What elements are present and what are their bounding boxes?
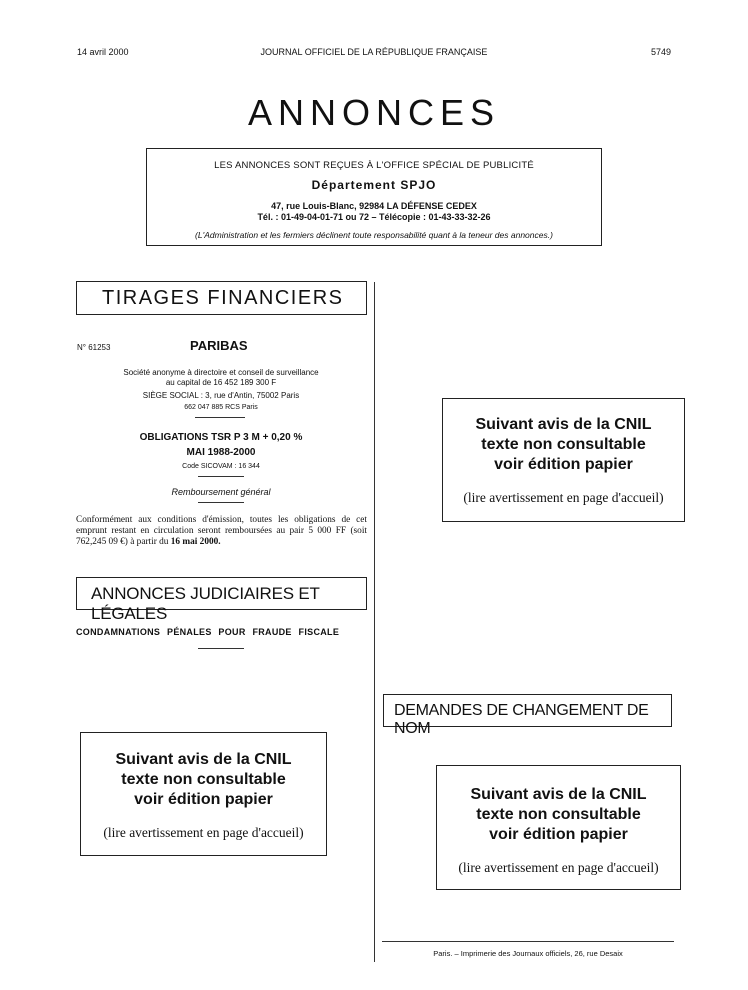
cnil-line: texte non consultable bbox=[476, 806, 641, 823]
section-changement-de-nom: DEMANDES DE CHANGEMENT DE NOM bbox=[383, 694, 672, 727]
body-text: Conformément aux conditions d'émission, toutes les obligations de cet emprunt restant en circulation seront remboursées au pair 5 000 FF (soit 762,245 09 €) à partir du bbox=[76, 515, 367, 547]
office-disclaimer: (L'Administration et les fermiers déclinent toute responsabilité quant à la teneur des annonces.) bbox=[195, 230, 553, 240]
sicovam-code: Code SICOVAM : 16 344 bbox=[182, 463, 260, 470]
office-info-box bbox=[146, 148, 602, 246]
divider bbox=[198, 648, 244, 649]
cnil-line: Suivant avis de la CNIL bbox=[470, 786, 647, 803]
header-date: 14 avril 2000 bbox=[77, 47, 129, 57]
cnil-line: texte non consultable bbox=[121, 771, 286, 788]
cnil-note: (lire avertissement en page d'accueil) bbox=[458, 860, 659, 875]
body-date: 16 mai 2000. bbox=[170, 537, 221, 547]
divider bbox=[195, 417, 245, 418]
repayment-heading: Remboursement général bbox=[171, 487, 271, 497]
section-tirages-financiers: TIRAGES FINANCIERS bbox=[76, 281, 367, 315]
cnil-line: Suivant avis de la CNIL bbox=[475, 416, 652, 433]
journal-title: JOURNAL OFFICIEL DE LA RÉPUBLIQUE FRANÇAISE bbox=[260, 47, 488, 57]
office-department: Département SPJO bbox=[311, 178, 437, 192]
cnil-notice-box bbox=[80, 732, 327, 856]
announcement-body bbox=[76, 515, 367, 548]
annonces-title: ANNONCES bbox=[247, 92, 501, 133]
cnil-line: voir édition papier bbox=[134, 791, 273, 808]
company-seat: SIÈGE SOCIAL : 3, rue d'Antin, 75002 Paris bbox=[142, 391, 300, 400]
divider bbox=[198, 502, 244, 503]
cnil-line: voir édition papier bbox=[489, 826, 628, 843]
company-name: PARIBAS bbox=[190, 338, 248, 353]
obligations-title: OBLIGATIONS TSR P 3 M + 0,20 % bbox=[139, 432, 303, 443]
section-annonces-judiciaires: ANNONCES JUDICIAIRES ET LÉGALES bbox=[76, 577, 367, 610]
office-intro: LES ANNONCES SONT REÇUES À L'OFFICE SPÉCIAL DE PUBLICITÉ bbox=[214, 160, 534, 171]
column-divider bbox=[374, 282, 375, 962]
company-description: Société anonyme à directoire et conseil de surveillance bbox=[123, 368, 319, 377]
company-rcs: 662 047 885 RCS Paris bbox=[184, 404, 258, 411]
cnil-note: (lire avertissement en page d'accueil) bbox=[103, 825, 304, 840]
page-number: 5749 bbox=[650, 47, 671, 57]
condamnations-subtitle: CONDAMNATIONS PÉNALES POUR FRAUDE FISCALE bbox=[76, 627, 340, 637]
company-capital: au capital de 16 452 189 300 F bbox=[165, 378, 277, 387]
cnil-notice-box bbox=[436, 765, 681, 890]
cnil-line: texte non consultable bbox=[481, 436, 646, 453]
cnil-line: Suivant avis de la CNIL bbox=[115, 751, 292, 768]
cnil-note: (lire avertissement en page d'accueil) bbox=[463, 490, 664, 505]
obligations-period: MAI 1988-2000 bbox=[186, 447, 256, 458]
cnil-notice-box bbox=[442, 398, 685, 522]
divider bbox=[198, 476, 244, 477]
printer-footer: Paris. – Imprimerie des Journaux officiels, 26, rue Desaix bbox=[433, 949, 623, 958]
footer-rule bbox=[382, 941, 674, 942]
office-phones: Tél. : 01-49-04-01-71 ou 72 – Télécopie : 01-43-33-32-26 bbox=[257, 212, 491, 222]
cnil-line: voir édition papier bbox=[494, 456, 633, 473]
office-address: 47, rue Louis-Blanc, 92984 LA DÉFENSE CEDEX bbox=[271, 201, 477, 211]
announcement-number: N° 61253 bbox=[77, 343, 111, 352]
